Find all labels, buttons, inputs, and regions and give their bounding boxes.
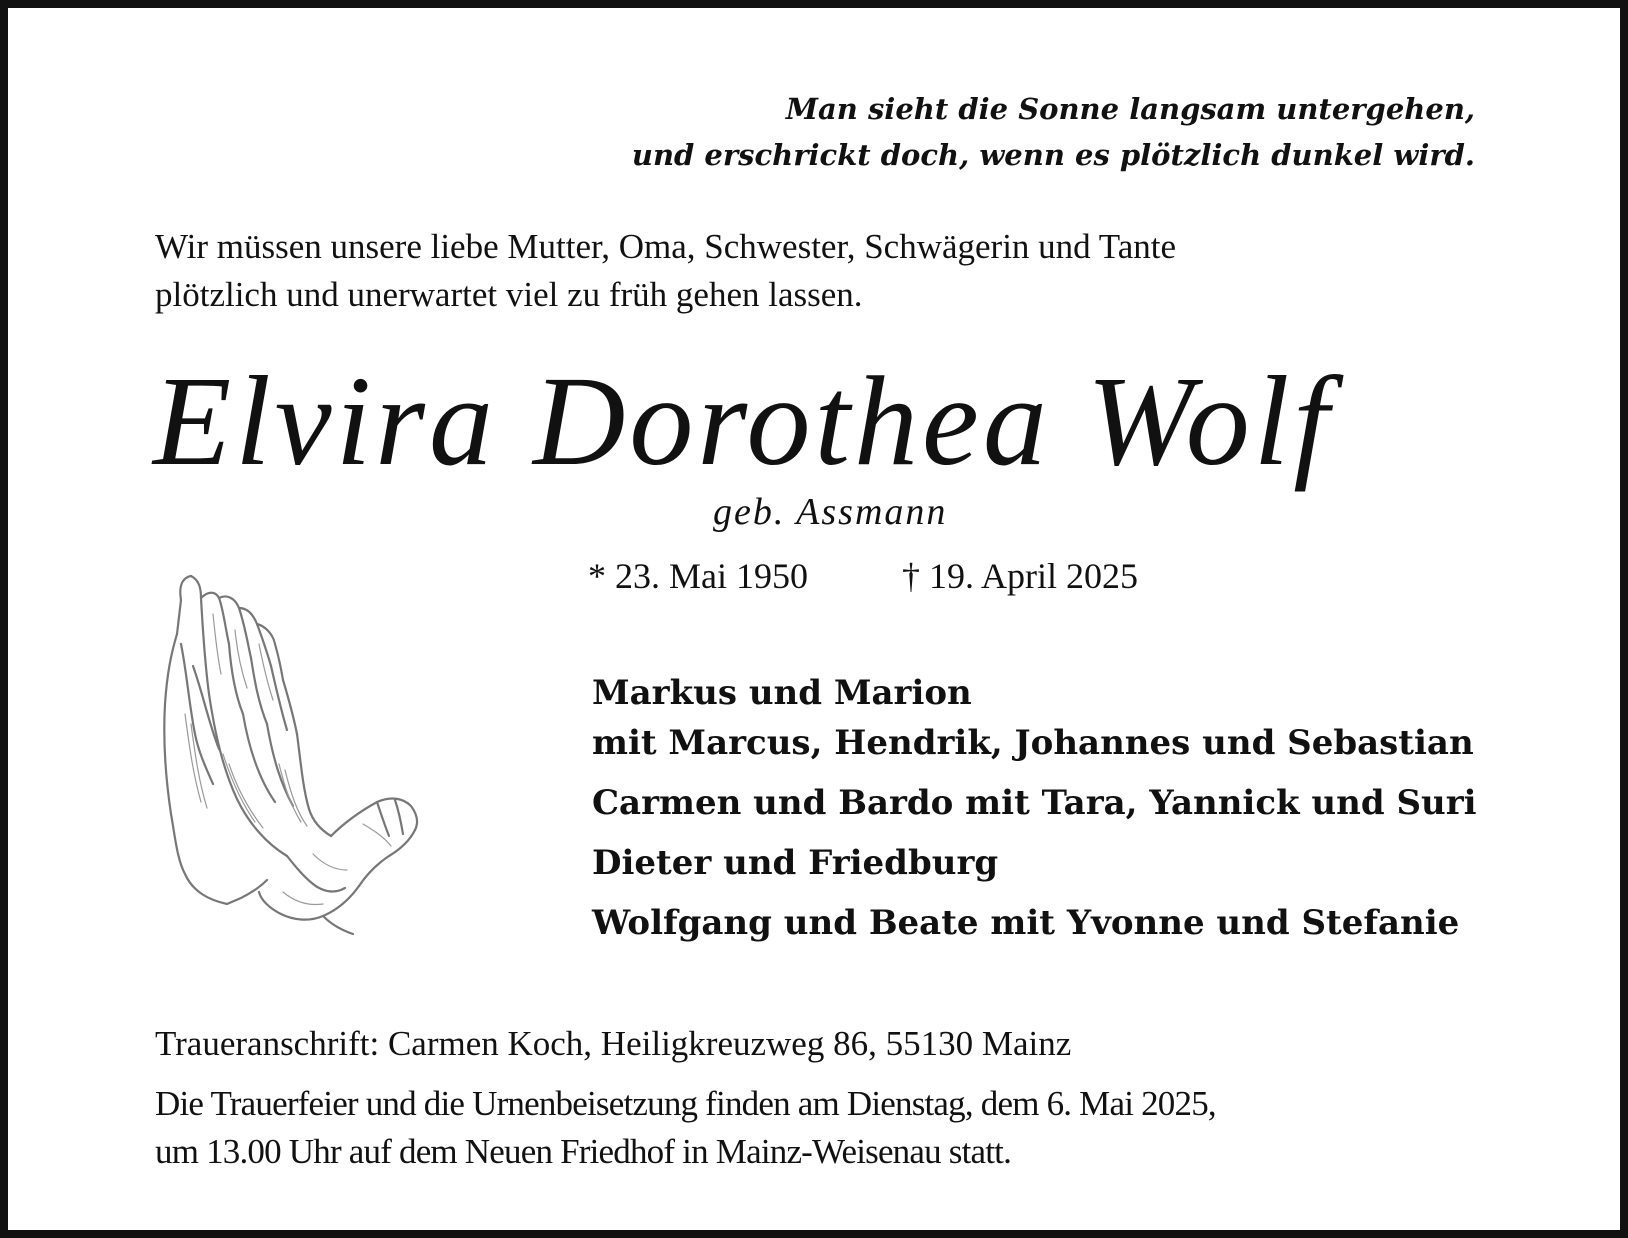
motto-quote [375, 86, 1475, 178]
birth-date: * 23. Mai 1950 [588, 556, 808, 596]
ceremony-info [155, 1080, 1216, 1176]
mourner-row: Carmen und Bardo mit Tara, Yannick und Suri [592, 783, 1477, 823]
mourner-row: Wolfgang und Beate mit Yvonne und Stefanie [592, 903, 1460, 943]
intro-text [155, 223, 1455, 319]
intro-line-1: Wir müssen unsere liebe Mutter, Oma, Schwester, Schwägerin und Tante [155, 227, 1177, 266]
praying-hands-icon [163, 574, 423, 939]
ceremony-line-1: Die Trauerfeier und die Urnenbeisetzung finden am Dienstag, dem 6. Mai 2025, [155, 1084, 1216, 1123]
deceased-name: Elvira Dorothea Wolf [153, 350, 1333, 492]
life-dates [588, 553, 1138, 599]
mourner-row: mit Marcus, Hendrik, Johannes und Sebastian [592, 723, 1474, 763]
mourners-list [592, 668, 1592, 948]
mourner-row: Markus und Marion [592, 673, 972, 713]
motto-line-2: und erschrickt doch, wenn es plötzlich dunkel wird. [631, 138, 1475, 172]
mourner-row: Dieter und Friedburg [592, 843, 999, 883]
ceremony-line-2: um 13.00 Uhr auf dem Neuen Friedhof in Mainz-Weisenau statt. [155, 1132, 1012, 1171]
maiden-name: geb. Assmann [713, 491, 948, 533]
intro-line-2: plötzlich und unerwartet viel zu früh gehen lassen. [155, 275, 863, 314]
motto-line-1: Man sieht die Sonne langsam untergehen, [785, 92, 1475, 126]
death-date: † 19. April 2025 [902, 556, 1139, 596]
mourning-address: Traueranschrift: Carmen Koch, Heiligkreuzweg 86, 55130 Mainz [155, 1024, 1072, 1063]
